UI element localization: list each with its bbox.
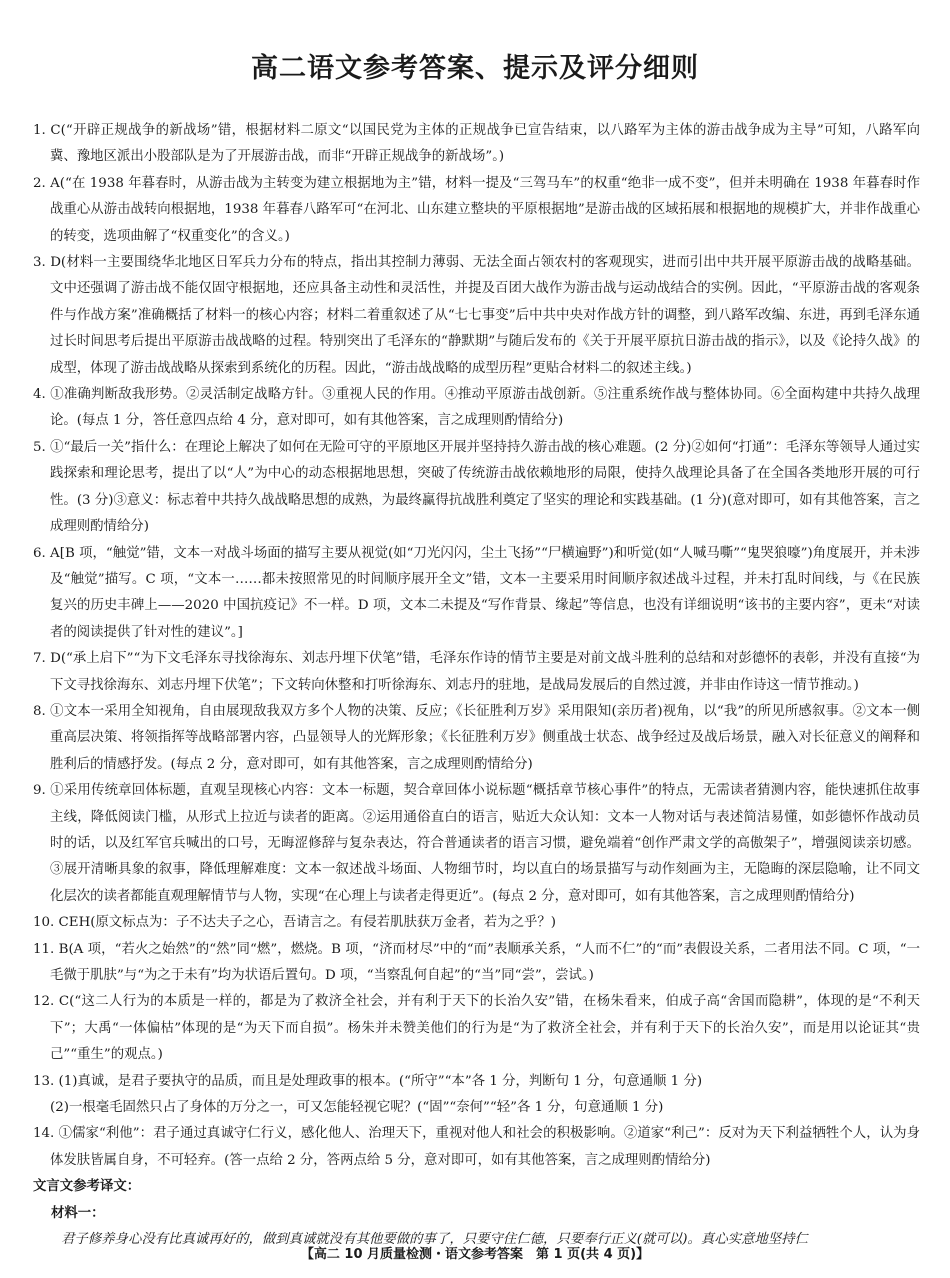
translation-heading: 文言文参考译文： — [33, 1179, 141, 1195]
answer-list — [33, 118, 920, 1253]
answer-item-13-sub: (2)一根毫毛固然只占了身体的万分之一，可又怎能轻视它呢？(“固”“奈何”“轻”各 1 分，句意通顺 1 分) — [50, 1100, 664, 1116]
answer-item-12: 12. C(“这二人行为的本质是一样的，都是为了救济全社会，并有利于天下的长治久安”错，在杨朱看来，伯成子高“舍国而隐耕”，体现的是“不利天下”；大禹“一体偏枯”体现的是“为天下而自损”。杨朱并未赞美他们的行为是“为了救济全社会，并有利于天下的长治久安”，而是用以论证其“贵己”“重生”的观点。) — [33, 994, 920, 1063]
translation-text: 君子修养身心没有比真诚再好的，做到真诚就没有其他要做的事了，只要守住仁德，只要奉行正义(就可以)。真心实意地坚持仁 — [61, 1232, 808, 1248]
page-footer: 【高二 10 月质量检测・语文参考答案 第 1 页(共 4 页)】 — [300, 1247, 650, 1262]
answer-item-14: 14. ①儒家“利他”：君子通过真诚守仁行义，感化他人、治理天下，重视对他人和社会的积极影响。②道家“利己”：反对为天下利益牺牲个人，认为身体发肤皆属自身，不可轻弃。(答一点给 2 分，答两点给 5 分，意对即可，如有其他答案，言之成理则酌情给分) — [33, 1126, 920, 1168]
answer-item-5: 5. ①“最后一关”指什么：在理论上解决了如何在无险可守的平原地区开展并坚持持久游击战的核心难题。(2 分)②如何“打通”：毛泽东等领导人通过实践探索和理论思考，提出了以“人”为中心的动态根据地思想，突破了传统游击战依赖地形的局限，使持久战理论具备了在全国各类地形开展的可行性。(3 分)③意义：标志着中共持久战战略思想的成熟，为最终赢得抗战胜利奠定了坚实的理论和实践基础。(1 分)(意对即可，如有其他答案，言之成理则酌情给分) — [33, 439, 920, 535]
material-label: 材料一： — [51, 1205, 105, 1221]
answer-item-10: 10. CEH(原文标点为：子不达夫子之心，吾请言之。有侵若肌肤获万金者，若为之乎？) — [33, 915, 556, 931]
answer-item-3: 3. D(材料一主要围绕华北地区日军兵力分布的特点，指出其控制力薄弱、无法全面占领农村的客观现实，进而引出中共开展平原游击战的战略基础。文中还强调了游击战不能仅固守根据地，还应具备主动性和灵活性，并提及百团大战作为游击战与运动战结合的实例。因此，“平原游击战的客观条件与作战方案”准确概括了材料一的核心内容；材料二着重叙述了从“七七事变”后中共中央对作战方针的调整，到八路军改编、东进，再到毛泽东通过长时间思考后提出平原游击战战略的过程。特别突出了毛泽东的“静默期”与随后发布的《关于开展平原抗日游击战的指示》，以及《论持久战》的成型，体现了游击战战略从探索到系统化的历程。因此，“游击战战略的成型历程”更贴合材料二的叙述主线。) — [33, 255, 920, 376]
answer-item-6: 6. A[B 项，“触觉”错，文本一对战斗场面的描写主要从视觉(如“刀光闪闪，尘土飞扬”“尸横遍野”)和听觉(如“人喊马嘶”“鬼哭狼嚎”)角度展开，并未涉及“触觉”描写。C 项，“文本一……都未按照常见的时间顺序展开全文”错，文本一主要采用时间顺序叙述战斗过程，并未打乱时间线，与《在民族复兴的历史丰碑上——2020 中国抗疫记》不一样。D 项，文本二未提及“写作背景、缘起”等信息，也没有详细说明“该书的主要内容”，更未“对读者的阅读提供了针对性的建议”。] — [33, 545, 920, 640]
answer-item-8: 8. ①文本一采用全知视角，自由展现敌我双方多个人物的决策、反应；《长征胜利万岁》采用限知(亲历者)视角，以“我”的所见所感叙事。②文本一侧重高层决策、将领指挥等战略部署内容，凸显领导人的光辉形象；《长征胜利万岁》侧重战士状态、战争经过及战后场景，融入对长征意义的阐释和胜利后的情感抒发。(每点 2 分，意对即可，如有其他答案，言之成理则酌情给分) — [33, 703, 920, 772]
answer-item-11: 11. B(A 项，“若火之始然”的“然”同“燃”，燃烧。B 项，“济而材尽”中的“而”表顺承关系，“人而不仁”的“而”表假设关系，二者用法不同。C 项，“一毛微于肌肤”与“为之于未有”均为状语后置句。D 项，“当察乱何自起”的“当”同“尝”，尝试。) — [33, 941, 920, 983]
answer-item-4: 4. ①准确判断敌我形势。②灵活制定战略方针。③重视人民的作用。④推动平原游击战创新。⑤注重系统作战与整体协同。⑥全面构建中共持久战理论。(每点 1 分，答任意四点给 4 分，意对即可，如有其他答案，言之成理则酌情给分) — [33, 387, 920, 429]
answer-item-13: 13. (1)真诚，是君子要执守的品质，而且是处理政事的根本。(“所守”“本”各 1 分，判断句 1 分，句意通顺 1 分) — [33, 1073, 703, 1089]
answer-item-2: 2. A(“在 1938 年暮春时，从游击战为主转变为建立根据地为主”错，材料一提及“三驾马车”的权重“绝非一成不变”，但并未明确在 1938 年暮春时作战重心从游击战转向根据地，1938 年暮春八路军可“在河北、山东建立整块的平原根据地”是游击战的区域拓展和根据地的规模扩大，并非作战重心的转变，选项曲解了“权重变化”的含义。) — [33, 175, 920, 244]
answer-item-1: 1. C(“开辟正规战争的新战场”错，根据材料二原文“以国民党为主体的正规战争已宣告结束，以八路军为主体的游击战争成为主导”可知，八路军向冀、豫地区派出小股部队是为了开展游击战，而非“开辟正规战争的新战场”。) — [33, 123, 920, 165]
answer-item-7: 7. D(“承上启下”“为下文毛泽东寻找徐海东、刘志丹埋下伏笔”错，毛泽东作诗的情节主要是对前文战斗胜利的总结和对彭德怀的表彰，并没有直接“为下文寻找徐海东、刘志丹埋下伏笔”；下文转向休整和打听徐海东、刘志丹的驻地，是战局发展后的自然过渡，并非由作诗这一情节推动。) — [33, 651, 920, 693]
answer-item-9: 9. ①采用传统章回体标题，直观呈现核心内容：文本一标题，契合章回体小说标题“概括章节核心事件”的特点，无需读者猜测内容，能快速抓住故事主线，降低阅读门槛，从形式上拉近与读者的距离。②运用通俗直白的语言，贴近大众认知：文本一人物对话与表述简洁易懂，如彭德怀作战动员时的话，以及红军官兵喊出的口号，无晦涩修辞与复杂表达，符合普通读者的语言习惯，避免端着“创作严肃文学的高傲架子”，增强阅读亲切感。③展开清晰具象的叙事，降低理解难度：文本一叙述战斗场面、人物细节时，均以直白的场景描写与动作刻画为主，无隐晦的深层隐喻，让不同文化层次的读者都能直观理解情节与人物，实现“在心理上与读者走得更近”。(每点 2 分，意对即可，如有其他答案，言之成理则酌情给分) — [33, 783, 920, 904]
page-title: 高二语文参考答案、提示及评分细则 — [251, 53, 699, 84]
